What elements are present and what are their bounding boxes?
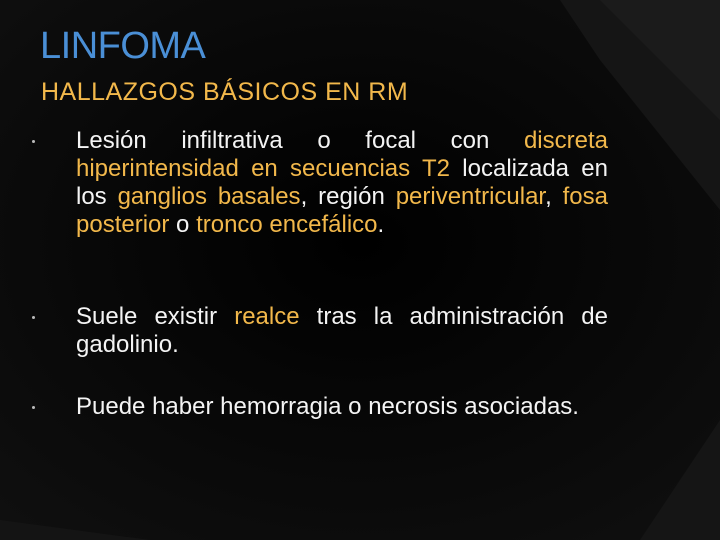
bullet-text: , [545, 183, 563, 210]
bullet-text: Puede haber hemorragia o necrosis asociadas. [76, 393, 579, 420]
bullet-item-1 [28, 127, 608, 303]
slide-title: LINFOMA [40, 25, 206, 67]
bullet-text: o [169, 211, 197, 238]
bullet-icon [32, 140, 35, 143]
bullet-icon [32, 406, 35, 409]
bullet-icon [32, 316, 35, 319]
bullet-text: tras la administración de gadolinio. [76, 303, 608, 358]
slide-subtitle: HALLAZGOS BÁSICOS EN RM [41, 78, 409, 106]
bullet-list [28, 127, 608, 453]
bullet-item-3 [28, 393, 608, 453]
bullet-text: Suele existir [76, 303, 235, 330]
bullet-highlight: tronco encefálico [196, 211, 378, 238]
bullet-text: Lesión infiltrativa o focal con [76, 127, 524, 154]
bullet-highlight: realce [234, 303, 300, 330]
bullet-text: . [377, 211, 385, 238]
bullet-highlight: discreta hiperintensidad en secuencias T2 [76, 127, 608, 182]
bullet-text: , región [300, 183, 396, 210]
bullet-highlight: periventricular [395, 183, 546, 210]
bullet-text: localizada en los [76, 155, 609, 210]
bullet-highlight: ganglios basales [117, 183, 301, 210]
bullet-highlight: fosa posterior [76, 183, 609, 238]
bullet-item-2 [28, 303, 608, 393]
